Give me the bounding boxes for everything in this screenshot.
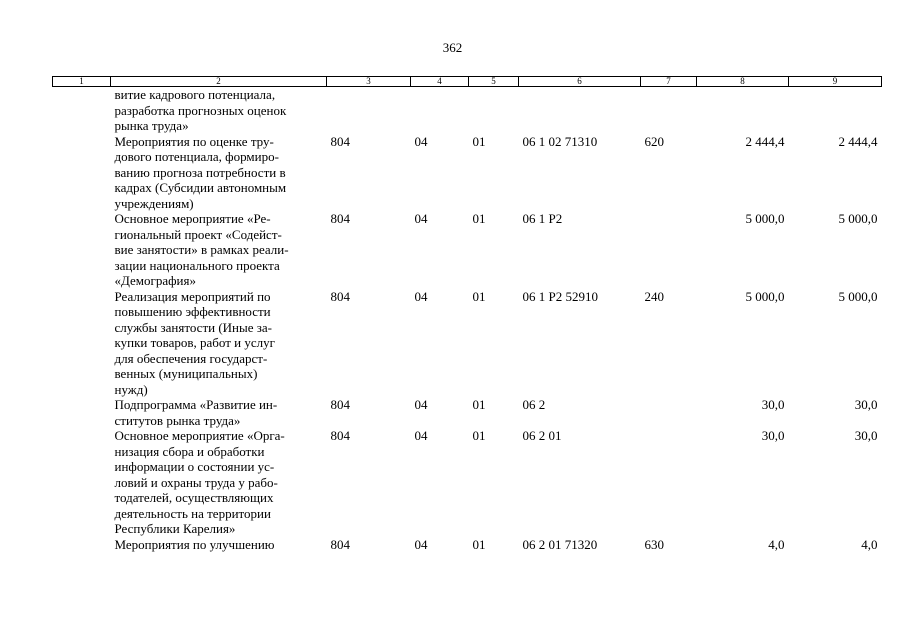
subsection-code-cell: 01 (472, 428, 486, 443)
subsection-code-cell: 01 (472, 133, 486, 149)
row-number-cell (53, 397, 111, 428)
target-article-cell: 06 1 P2 52910 (522, 288, 598, 304)
ministry-code-cell: 804 (330, 133, 350, 149)
amount-cell: 2 444,4 (745, 133, 785, 149)
item-name-cell (111, 537, 327, 553)
row-number-cell (53, 289, 111, 398)
amount-cell: 30,0 (854, 397, 878, 412)
expense-type-cell: 630 (644, 536, 664, 552)
amount-cell: 5 000,0 (838, 288, 878, 304)
table-row (53, 211, 882, 289)
amount-cell: 30,0 (761, 397, 785, 412)
subsection-code-cell: 01 (472, 288, 486, 304)
item-name-cell (111, 397, 327, 428)
ministry-code-cell: 804 (330, 428, 350, 443)
expense-type-cell: 620 (644, 133, 664, 149)
item-name-cell (111, 134, 327, 212)
item-name-line: деятельность на территории (114, 505, 271, 521)
item-name-line: Основное мероприятие «Орга- (114, 428, 285, 443)
amount-cell: 30,0 (854, 428, 878, 443)
item-name-line: разработка прогнозных оценок (114, 102, 287, 118)
subsection-code-cell (469, 87, 519, 134)
column-header: 1 (53, 77, 111, 87)
table-row (53, 428, 882, 537)
expense-type-cell (641, 428, 697, 537)
target-article-cell: 06 1 P2 (522, 211, 563, 226)
item-name-line: ловий и охраны труда у рабо- (114, 474, 278, 490)
column-number-header (53, 77, 882, 87)
amount-cell: 5 000,0 (838, 211, 878, 226)
expense-type-cell (641, 211, 697, 289)
table-body (53, 87, 882, 553)
ministry-code-cell: 804 (330, 397, 350, 412)
row-number-cell (53, 428, 111, 537)
item-name-line: кадрах (Субсидии автономным (114, 180, 287, 195)
item-name-line: Мероприятия по улучшению (114, 536, 275, 552)
item-name-line: нужд) (114, 381, 148, 397)
item-name-line: службы занятости (Иные за- (114, 319, 272, 335)
item-name-line: тодателей, осуществляющих (114, 490, 274, 505)
section-code-cell: 04 (414, 288, 428, 304)
subsection-code-cell: 01 (472, 211, 486, 226)
item-name-line: гиональный проект «Содейст- (114, 226, 282, 242)
row-number-cell (53, 134, 111, 212)
column-header: 4 (411, 77, 469, 87)
target-article-cell: 06 2 01 71320 (522, 536, 598, 552)
section-code-cell: 04 (414, 211, 428, 226)
amount-cell: 30,0 (761, 428, 785, 443)
ministry-code-cell (327, 87, 411, 134)
section-code-cell: 04 (414, 133, 428, 149)
row-number-cell (53, 211, 111, 289)
item-name-line: для обеспечения государст- (114, 350, 268, 366)
expense-type-cell (641, 397, 697, 428)
target-article-cell: 06 1 02 71310 (522, 133, 598, 149)
amount-cell: 2 444,4 (838, 133, 878, 149)
item-name-line: повышению эффективности (114, 304, 271, 319)
ministry-code-cell: 804 (330, 536, 350, 552)
target-article-cell (519, 87, 641, 134)
table-row (53, 537, 882, 553)
section-code-cell (411, 87, 469, 134)
expense-type-cell: 240 (644, 288, 664, 304)
item-name-line: дового потенциала, формиро- (114, 149, 279, 164)
item-name-line: Основное мероприятие «Ре- (114, 211, 271, 226)
item-name-line: витие кадрового потенциала, (114, 87, 276, 102)
item-name-cell (111, 428, 327, 537)
item-name-line: учреждениям) (114, 195, 194, 211)
amount-cell (789, 87, 882, 134)
column-header: 9 (789, 77, 882, 87)
amount-cell: 5 000,0 (745, 288, 785, 304)
item-name-line: венных (муниципальных) (114, 366, 258, 381)
table-row (53, 134, 882, 212)
row-number-cell (53, 87, 111, 134)
subsection-code-cell: 01 (472, 397, 486, 412)
row-number-cell (53, 537, 111, 553)
amount-cell (697, 87, 789, 134)
item-name-cell (111, 289, 327, 398)
item-name-line: ститутов рынка труда» (114, 412, 241, 428)
item-name-line: Республики Карелия» (114, 521, 236, 536)
column-header: 5 (469, 77, 519, 87)
target-article-cell: 06 2 (522, 397, 546, 412)
budget-table (52, 76, 882, 552)
item-name-line: Подпрограмма «Развитие ин- (114, 397, 278, 412)
target-article-cell: 06 2 01 (522, 428, 562, 443)
item-name-line: «Демография» (114, 273, 196, 288)
column-header: 2 (111, 77, 327, 87)
item-name-line: рынка труда» (114, 118, 189, 133)
column-header: 3 (327, 77, 411, 87)
item-name-line: купки товаров, работ и услуг (114, 335, 275, 350)
table-row (53, 87, 882, 134)
item-name-line: зации национального проекта (114, 257, 280, 273)
ministry-code-cell: 804 (330, 288, 350, 304)
column-header: 8 (697, 77, 789, 87)
item-name-line: вие занятости» в рамках реали- (114, 242, 289, 257)
item-name-cell (111, 87, 327, 134)
item-name-line: информации о состоянии ус- (114, 459, 275, 474)
table-row (53, 397, 882, 428)
item-name-line: ванию прогноза потребности в (114, 164, 286, 180)
amount-cell: 5 000,0 (745, 211, 785, 226)
column-header: 6 (519, 77, 641, 87)
subsection-code-cell: 01 (472, 536, 486, 552)
amount-cell: 4,0 (768, 536, 785, 552)
section-code-cell: 04 (414, 428, 428, 443)
item-name-line: Реализация мероприятий по (114, 288, 271, 304)
item-name-line: низация сбора и обработки (114, 443, 265, 459)
expense-type-cell (641, 87, 697, 134)
item-name-cell (111, 211, 327, 289)
ministry-code-cell: 804 (330, 211, 350, 226)
section-code-cell: 04 (414, 397, 428, 412)
table-row (53, 289, 882, 398)
column-header: 7 (641, 77, 697, 87)
amount-cell: 4,0 (861, 536, 878, 552)
page-number: 362 (442, 40, 463, 55)
section-code-cell: 04 (414, 536, 428, 552)
item-name-line: Мероприятия по оценке тру- (114, 133, 274, 149)
